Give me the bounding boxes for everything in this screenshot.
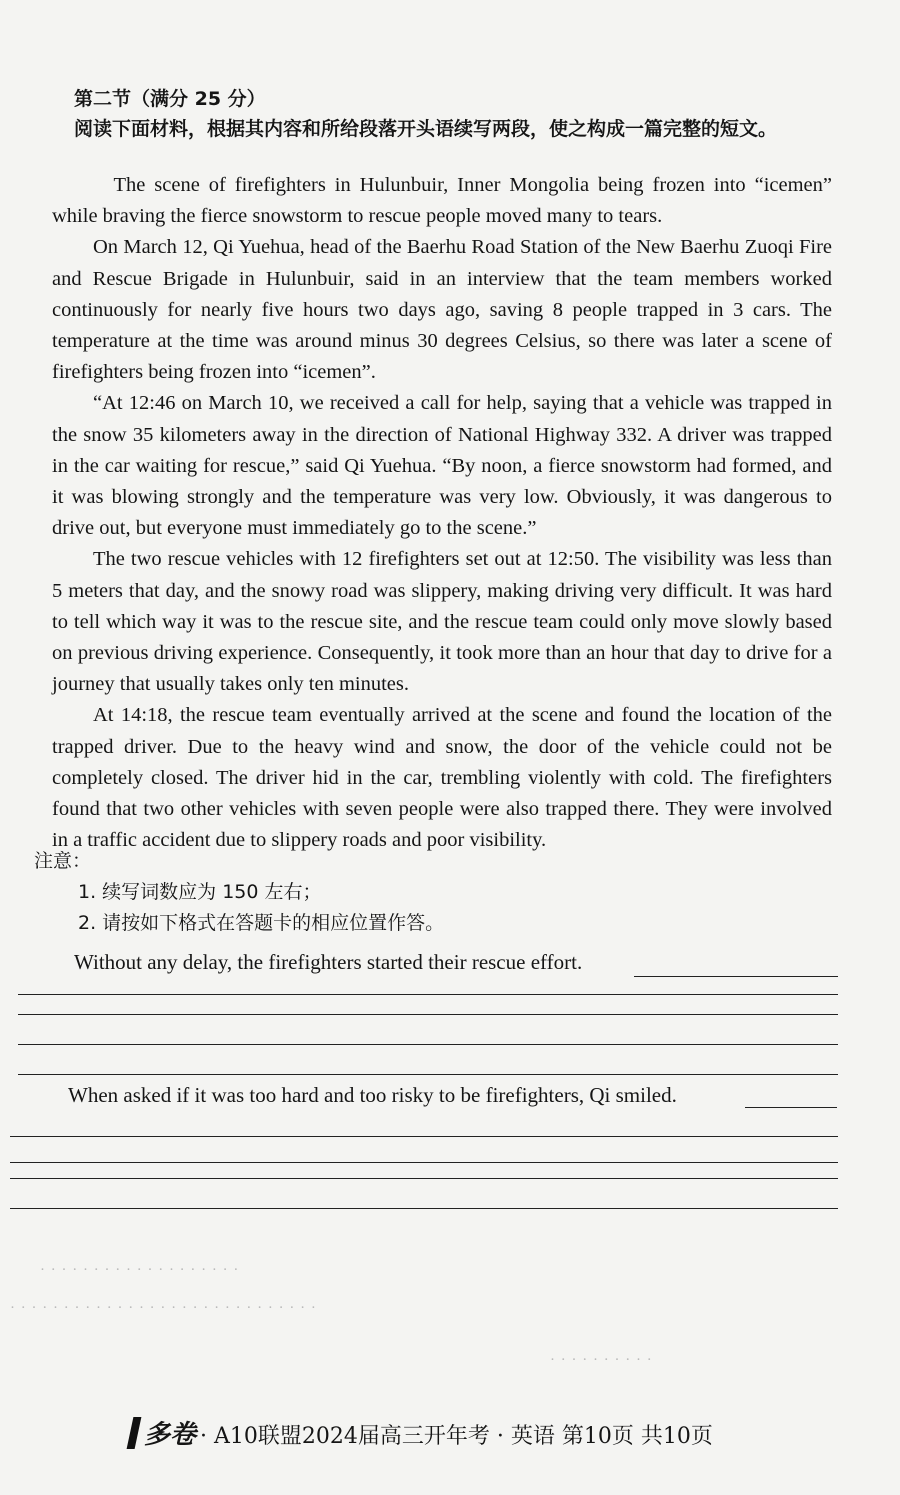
- passage-paragraph-3: “At 12:46 on March 10, we received a call for help, saying that a vehicle was trapped in the snow 35 kilometers away in the direction of National Highway 332. A driver was trapped in the car waiting for rescue,” said Qi Yuehua. “By noon, a fierce snowstorm had formed, and it was blowing strongly and the temperature was very low. Obviously, it was dangerous to drive out, but everyone must immediately go to the scene.”: [52, 392, 832, 540]
- section-instruction: 阅读下面材料，根据其内容和所给段落开头语续写两段，使之构成一篇完整的短文。: [74, 118, 778, 140]
- answer-line: [10, 1136, 838, 1137]
- answer-line: [18, 994, 838, 995]
- reading-passage: [52, 170, 832, 856]
- answer-line: [18, 1074, 838, 1075]
- bleed-through-noise: · · · · · · · · · · · · · · · · · · ·: [40, 1262, 240, 1278]
- footer-text: · A10联盟2024届高三开年考 · 英语 第10页 共10页: [200, 1424, 713, 1449]
- passage-paragraph-2: On March 12, Qi Yuehua, head of the Baerhu Road Station of the New Baerhu Zuoqi Fire and Rescue Brigade in Hulunbuir, said in an interview that the team members worked continuously for nearly five hours two days ago, saving 8 people trapped in 3 cars. The temperature at the time was around minus 30 degrees Celsius, so there was later a scene of firefighters being frozen into “icemen”.: [52, 236, 832, 384]
- section-header: [74, 84, 834, 144]
- passage-paragraph-5: At 14:18, the rescue team eventually arrived at the scene and found the location of the trapped driver. Due to the heavy wind and snow, the door of the vehicle could not be completely closed. The driver hid in the car, trembling violently with cold. The firefighters found that two other vehicles with seven people were also trapped there. They were involved in a traffic accident due to slippery roads and poor visibility.: [52, 704, 832, 852]
- notes-block: [34, 846, 834, 939]
- continuation-prompt-2: When asked if it was too hard and too risky to be firefighters, Qi smiled.: [68, 1083, 677, 1107]
- bleed-through-noise: · · · · · · · · · · · · · · · · · · · · · · · · · · · · ·: [10, 1300, 317, 1316]
- continuation-prompt-1: Without any delay, the firefighters started their rescue effort.: [74, 950, 583, 974]
- passage-paragraph-4: The two rescue vehicles with 12 firefighters set out at 12:50. The visibility was less than 5 meters that day, and the snowy road was slippery, making driving very difficult. It was hard to tell which way it was to the rescue site, and the rescue team could only move slowly based on previous driving experience. Consequently, it took more than an hour that day to drive for a journey that usually takes only ten minutes.: [52, 548, 832, 696]
- note-item-1: 1. 续写词数应为 150 左右；: [78, 881, 322, 903]
- answer-line: [10, 1178, 838, 1179]
- bleed-through-noise: · · · · · · · · · ·: [550, 1352, 653, 1368]
- answer-line: [745, 1107, 837, 1108]
- answer-line: [634, 976, 838, 977]
- section-title: 第二节（满分 25 分）: [74, 88, 266, 110]
- passage-paragraph-1: The scene of firefighters in Hulunbuir, Inner Mongolia being frozen into “icemen” while braving the fierce snowstorm to rescue people moved many to tears.: [52, 174, 832, 228]
- answer-line: [10, 1208, 838, 1209]
- answer-line: [18, 1014, 838, 1015]
- notes-heading: 注意：: [34, 850, 92, 872]
- note-item-2: 2. 请按如下格式在答题卡的相应位置作答。: [78, 912, 445, 934]
- brand-mark-icon: [127, 1417, 142, 1449]
- page-footer: [130, 1414, 713, 1451]
- answer-line: [10, 1162, 838, 1163]
- answer-line: [18, 1044, 838, 1045]
- brand-logo: 多卷: [144, 1420, 197, 1450]
